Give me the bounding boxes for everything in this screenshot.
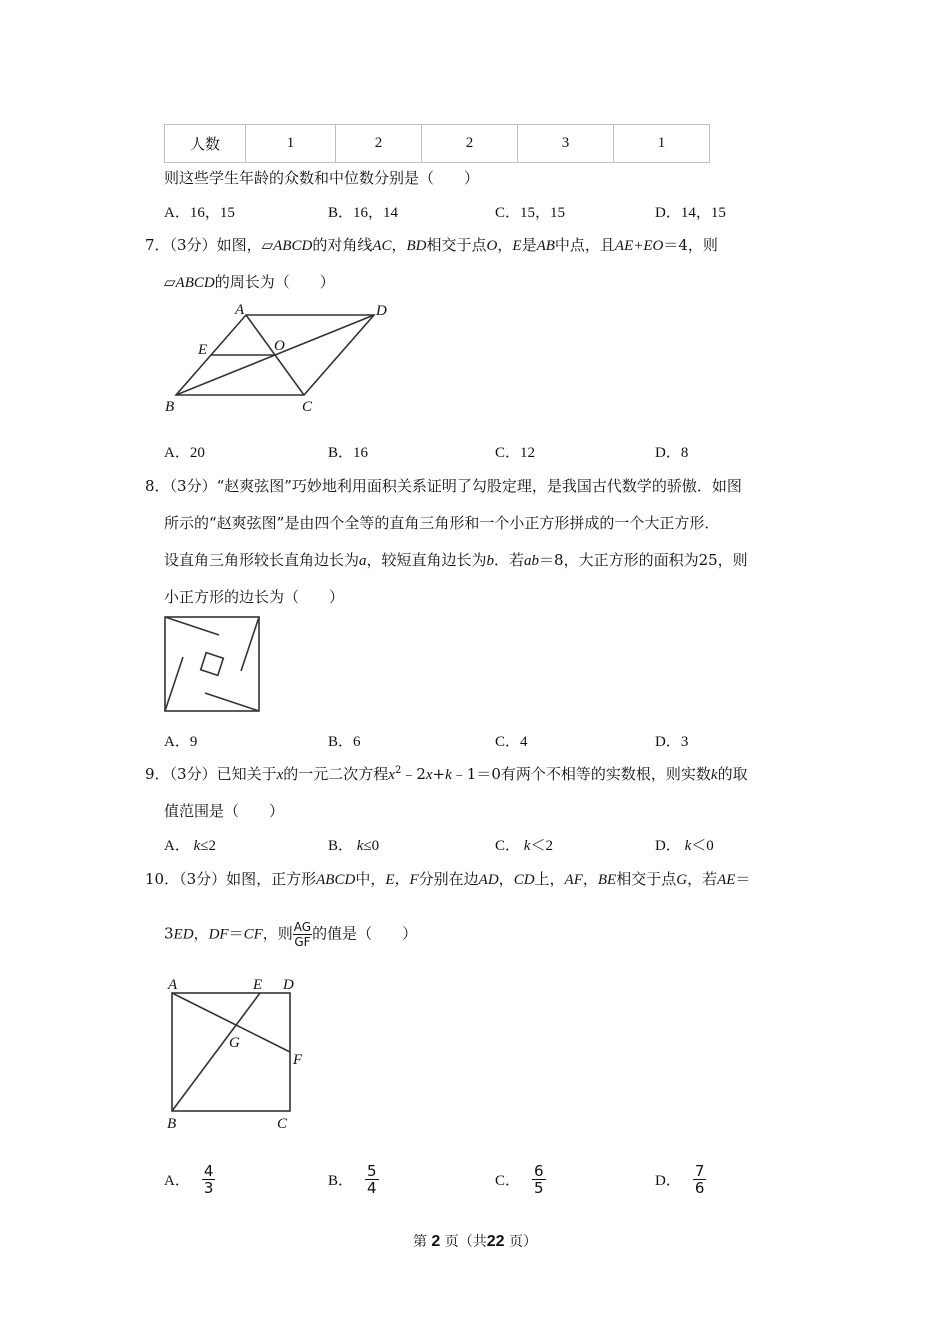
q9-line2: 值范围是（ ） [164, 802, 285, 820]
q10-line2: 3ED，DF＝CF，则 $\frac{AG}{GF}$ 的值是（ ） [164, 920, 418, 949]
q9-line1: 9．（3分）已知关于x的一元二次方程$x^2﹣2x+k﹣1=0$有两个不相等的实数根，则实数k的取 [145, 765, 748, 783]
q8-option-b: B．6 [328, 734, 361, 750]
q10-line1: 10．（3分）如图，正方形ABCD中，E，F分别在边AD，CD上，AF，BE相交于点G，若AE＝ [145, 870, 751, 888]
q8-option-d: D．3 [655, 734, 689, 750]
q6-option-b: B．16，14 [328, 205, 399, 221]
q7-option-c: C．12 [495, 445, 536, 461]
table-cell: 1 [246, 125, 336, 163]
label-c: C [277, 1116, 288, 1132]
label-g: G [229, 1035, 240, 1051]
q7-option-a: A．20 [164, 445, 205, 461]
large-square [165, 617, 259, 711]
q10-square-figure [160, 970, 320, 1140]
q6-option-a: A．16，15 [164, 205, 235, 221]
q10-option-c: C． $\frac{6}{5}$ [495, 1162, 544, 1197]
q10-option-d: D． $\frac{7}{6}$ [655, 1162, 705, 1197]
q10-option-b: B． $\frac{5}{4}$ [328, 1162, 377, 1197]
label-a: A [235, 302, 245, 318]
table-cell: 2 [422, 125, 518, 163]
square-abcd [172, 993, 290, 1111]
q9-option-a: A． k≤2 [164, 838, 216, 854]
segment-be [172, 993, 260, 1111]
q8-line3: 设直角三角形较长直角边长为a，较短直角边长为b．若ab＝8，大正方形的面积为25，则 [164, 551, 748, 569]
label-e: E [198, 342, 208, 358]
q10-option-a: A． $\frac{4}{3}$ [164, 1162, 214, 1197]
q7-option-d: D．8 [655, 445, 689, 461]
page-footer: 第 2 页（共22 页） [412, 1233, 538, 1250]
q6-option-c: C．15，15 [495, 205, 566, 221]
fraction-ag-gf: $\frac{AG}{GF}$ [293, 920, 312, 949]
label-d: D [376, 303, 387, 319]
q7-line2: ▱ABCD的周长为（ ） [164, 273, 335, 291]
label-b: B [165, 399, 175, 415]
q9-option-b: B． k≤0 [328, 838, 380, 854]
label-d: D [283, 977, 294, 993]
q9-option-d: D． k＜0 [655, 838, 714, 854]
q6-option-d: D．14，15 [655, 205, 726, 221]
table-row [165, 125, 710, 163]
triangle-edge [165, 617, 219, 635]
q7-parallelogram-figure [160, 298, 400, 418]
small-square-rotated [201, 653, 224, 676]
label-e: E [253, 977, 263, 993]
label-c: C [302, 399, 313, 415]
age-count-table [164, 124, 710, 163]
label-a: A [168, 977, 178, 993]
table-cell: 2 [336, 125, 422, 163]
q8-option-c: C．4 [495, 734, 528, 750]
table-cell: 3 [518, 125, 614, 163]
label-o: O [274, 338, 285, 354]
q7-line1: 7．（3分）如图，▱ABCD的对角线AC，BD相交于点O，E是AB中点，且AE+EO＝4，则 [145, 236, 718, 254]
q8-line1: 8．（3分）“赵爽弦图”巧妙地利用面积关系证明了勾股定理，是我国古代数学的骄傲．如图 [145, 477, 742, 495]
zhao-shuang-diagram [163, 615, 263, 715]
q8-option-a: A．9 [164, 734, 198, 750]
q9-option-c: C． k＜2 [495, 838, 553, 854]
triangle-edge [165, 657, 183, 711]
q6-stem: 则这些学生年龄的众数和中位数分别是（ ） [164, 169, 480, 187]
label-b: B [167, 1116, 177, 1132]
q8-line2: 所示的“赵爽弦图”是由四个全等的直角三角形和一个小正方形拼成的一个大正方形． [164, 514, 720, 532]
table-cell: 1 [614, 125, 710, 163]
triangle-edge [241, 617, 259, 671]
label-f: F [293, 1052, 303, 1068]
q7-option-b: B．16 [328, 445, 369, 461]
triangle-edge [205, 693, 259, 711]
table-header-cell: 人数 [165, 125, 246, 163]
q8-line4: 小正方形的边长为（ ） [164, 588, 345, 606]
